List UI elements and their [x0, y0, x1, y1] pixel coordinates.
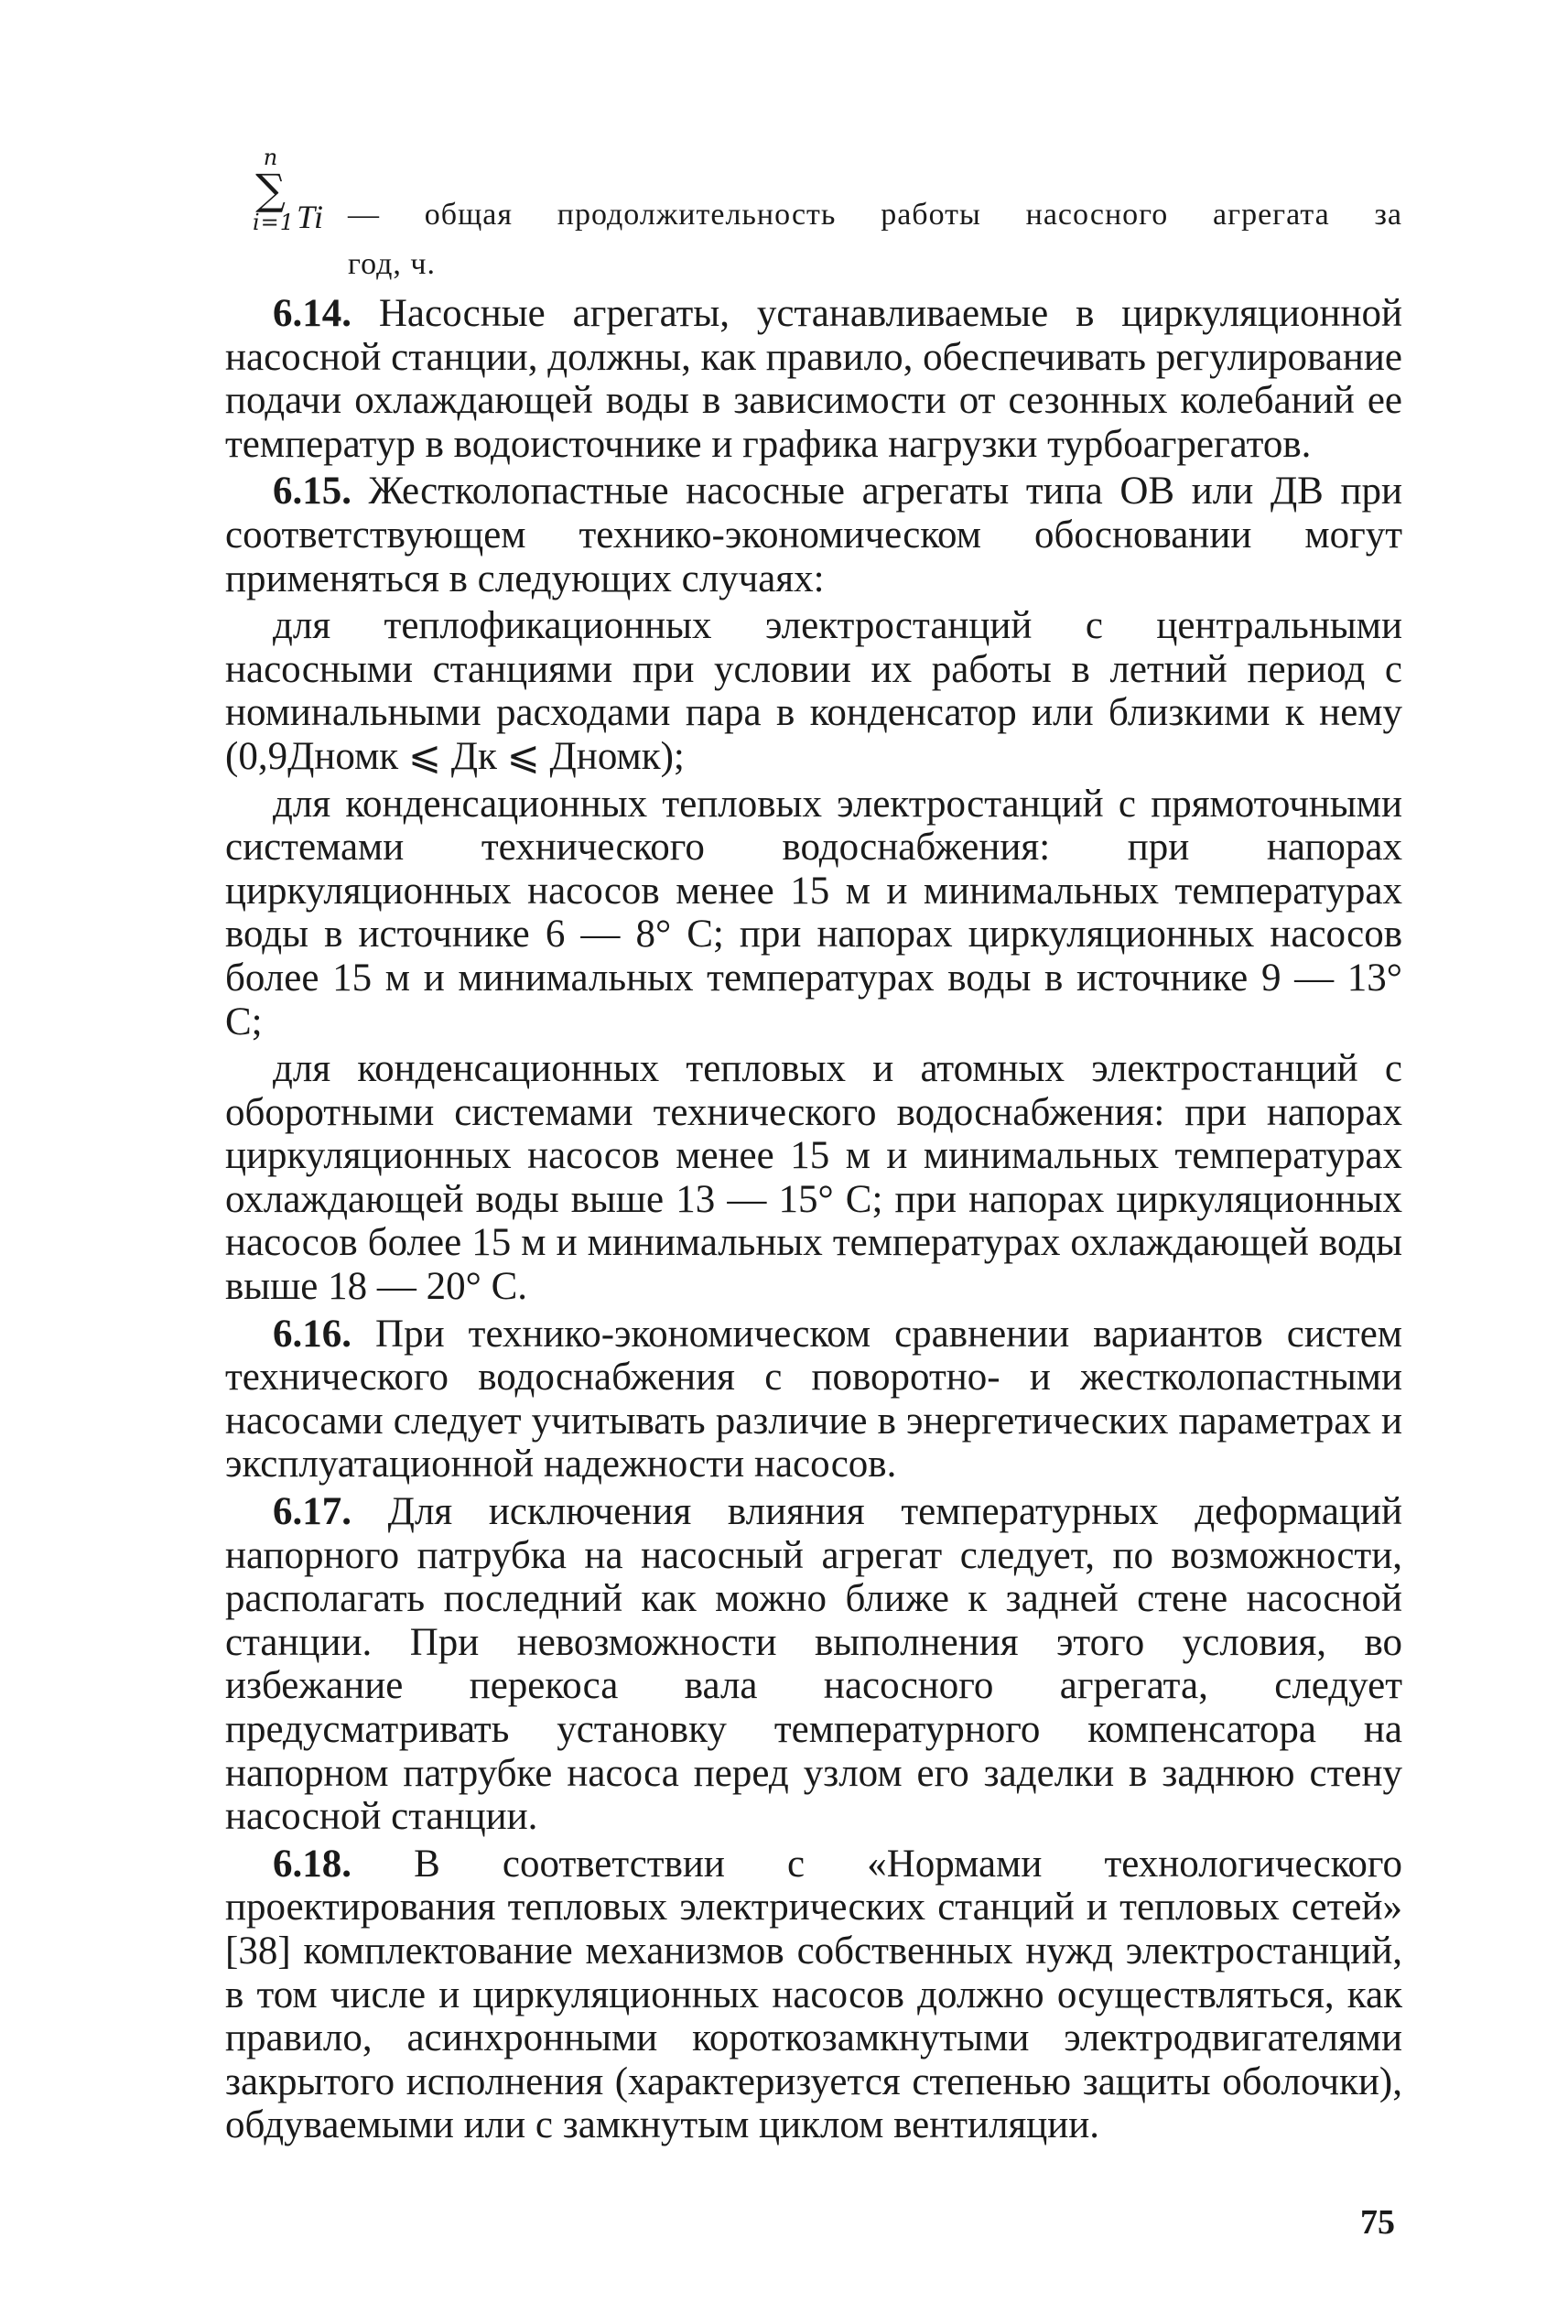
paragraph-6-18: [225, 1843, 1402, 2147]
paragraph-case-once-through: [225, 783, 1402, 1044]
paragraph-text: для конденсационных тепловых электростанций с прямоточными системами технического водоснабжения: при напорах циркуляционных насосов менее 15 м и минимальных температурах воды в источнике 6 — 8° С; при напорах циркуляционных насосов более 15 м и минимальных температурах воды в источнике 9 — 13° С;: [225, 782, 1402, 1043]
paragraph-number: 6.18.: [273, 1842, 351, 1886]
paragraph-text: Жестколопастные насосные агрегаты типа ОВ или ДВ при соответствующем технико-экономическом обосновании могут применяться в следующих случаях:: [225, 470, 1403, 600]
paragraph-number: 6.17.: [273, 1490, 351, 1534]
page-content: [225, 128, 1402, 2147]
paragraph-case-recirculating: [225, 1047, 1402, 1309]
paragraph-6-17: [225, 1490, 1402, 1839]
summation-symbol: [253, 145, 296, 235]
formula-definition: [225, 128, 1402, 288]
paragraph-6-16: [225, 1313, 1402, 1486]
paragraph-text: для конденсационных тепловых и атомных электростанций с оборотными системами технического водоснабжения: при напорах циркуляционных насосов менее 15 м и минимальных температурах охлаждающей воды выше 13 — 15° С; при напорах циркуляционных насосов более 15 м и минимальных температурах охлаждающей воды выше 18 — 20° С.: [225, 1047, 1402, 1309]
paragraph-text: Для исключения влияния температурных деформаций напорного патрубка на насосный агрегат следует, по возможности, располагать последний как можно ближе к задней стене насосной станции. При невозможности выполнения этого условия, во избежание перекоса вала насосного агрегата, следует предусматривать установку температурного компенсатора на напорном патрубке насоса перед узлом его заделки в заднюю стену насосной станции.: [225, 1490, 1402, 1839]
sum-sign: ∑: [255, 165, 287, 214]
formula-variable: Ti: [297, 199, 325, 235]
page-number: 75: [1360, 2203, 1395, 2242]
sum-upper-limit: n: [263, 145, 279, 170]
paragraph-text: Насосные агрегаты, устанавливаемые в циркуляционной насосной станции, должны, как правило, обеспечивать регулирование подачи охлаждающей воды в зависимости от сезонных колебаний ее температур в водоисточнике и графика нагрузки турбоагрегатов.: [225, 292, 1402, 466]
paragraph-number: 6.16.: [273, 1312, 351, 1356]
formula-description: — общая продолжительность работы насосного агрегата за: [348, 198, 1402, 232]
paragraph-text: для теплофикационных электростанций с центральными насосными станциями при условии их работы в летний период с номинальными расходами пара в конденсатор или близкими к нему (0,9Дномк ⩽ Дк ⩽ Дномк);: [225, 604, 1402, 778]
paragraph-text: При технико-экономическом сравнении вариантов систем технического водоснабжения с поворотно- и жестколопастными насосами следует учитывать различие в энергетических параметрах и эксплуатационной надежности насосов.: [225, 1312, 1403, 1486]
formula-continuation: год, ч.: [348, 247, 437, 281]
paragraph-6-14: [225, 292, 1402, 466]
paragraph-number: 6.14.: [273, 292, 351, 335]
paragraph-text: В соответствии с «Нормами технологического проектирования тепловых электрических станций и тепловых сетей» [38] комплектование механизмов собственных нужд электростанций, в том числе и циркуляционных насосов должно осуществляться, как правило, асинхронными короткозамкнутыми электродвигателями закрытого исполнения (характеризуется степенью защиты оболочки), обдуваемыми или с замкнутым циклом вентиляции.: [225, 1842, 1402, 2147]
paragraph-6-15: [225, 470, 1402, 600]
sum-lower-limit: i=1: [253, 210, 296, 235]
paragraph-case-heating: [225, 604, 1402, 778]
paragraph-number: 6.15.: [273, 470, 351, 513]
